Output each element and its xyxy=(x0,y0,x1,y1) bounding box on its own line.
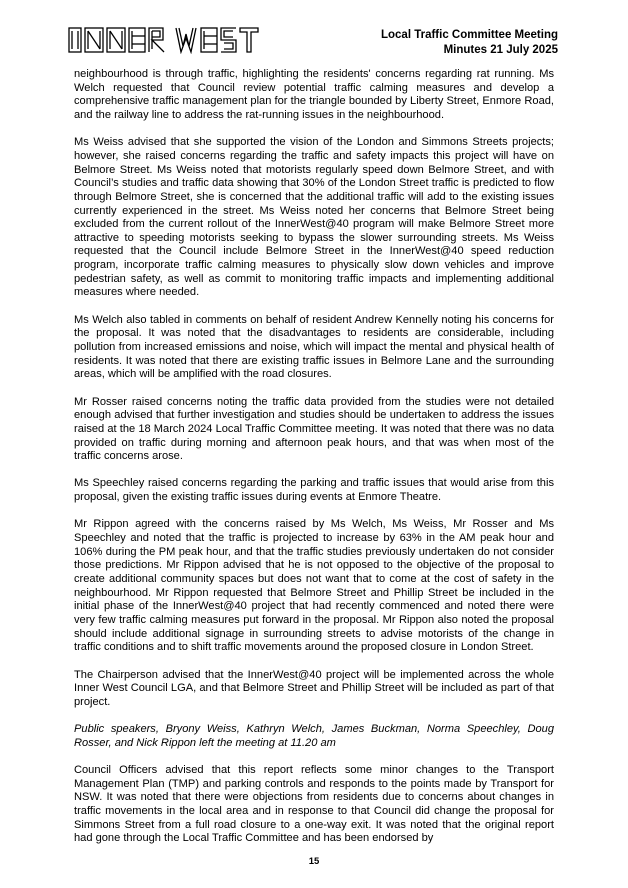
paragraph: The Chairperson advised that the InnerWest@40 project will be implemented across the whole Inner West Council LGA, and that Belmore Street and Phillip Street will be included as part of that project. xyxy=(74,668,554,708)
inner-west-logo xyxy=(68,26,278,54)
paragraph: Mr Rippon agreed with the concerns raised by Ms Welch, Ms Weiss, Mr Rosser and Ms Speechley and noted that the traffic is projected to increase by 63% in the AM peak hour and 106% during the PM peak hour, and that the traffic studies previously undertaken do not consider those predictions. Mr Rippon advised that he is not opposed to the objective of the proposal to create additional community spaces but does not want that to come at the cost of safety in the neighbourhood. Mr Rippon requested that Belmore Street and Phillip Street be included in the initial phase of the InnerWest@40 project that had recently commenced and noted there were very few traffic calming measures put forward in the proposal. Mr Rippon also noted the proposal should include additional signage in surrounding streets to advise motorists of the change in traffic conditions and to shift traffic movements around the proposed closure in London Street. xyxy=(74,518,554,654)
paragraph: Council Officers advised that this report reflects some minor changes to the Transport Management Plan (TMP) and parking controls and responds to the points made by Transport for NSW. It was noted that there were objections from residents due to concerns about changes in traffic movements in the local area and in response to that Council did change the proposal for Simmons Street from a full road closure to a one-way exit. It was noted that the original report had gone through the Local Traffic Committee and has been endorsed by xyxy=(74,763,554,845)
meeting-date: Minutes 21 July 2025 xyxy=(443,44,558,56)
paragraph: Ms Speechley raised concerns regarding the parking and traffic issues that would arise from this proposal, given the existing traffic issues during events at Enmore Theatre. xyxy=(74,477,554,504)
minutes-body xyxy=(74,68,554,860)
paragraph: Ms Weiss advised that she supported the vision of the London and Simmons Streets projects; however, she raised concerns regarding the traffic and safety impacts this project will have on Belmore Street. Ms Weiss noted that motorists regularly speed down Belmore Street, and with Council’s studies and traffic data showing that 30% of the London Street traffic is predicted to flow through Belmore Street, she is concerned that the additional traffic will add to the existing issues currently experienced in the street. Ms Weiss noted her concerns that Belmore Street being excluded from the current rollout of the InnerWest@40 program will make Belmore Street more attractive to speeding motorists seeking to bypass the slower surrounding streets. Ms Weiss requested that the Council include Belmore Street in the InnerWest@40 speed reduction program, incorporate traffic calming measures to physically slow down vehicles and improve pedestrian safety, as well as commit to monitoring traffic impacts and implementing additional measures where needed. xyxy=(74,136,554,299)
inner-west-logo-graphic xyxy=(68,26,278,54)
paragraph: neighbourhood is through traffic, highlighting the residents' concerns regarding rat running. Ms Welch requested that Council review potential traffic calming measures and develop a comprehensive traffic management plan for the triangle bounded by Liberty Street, Enmore Road, and the railway line to address the rat-running issues in the neighbourhood. xyxy=(74,68,554,121)
page-number: 15 xyxy=(308,856,320,867)
meeting-title: Local Traffic Committee Meeting xyxy=(380,29,558,41)
paragraph: Mr Rosser raised concerns noting the traffic data provided from the studies were not detailed enough advised that further investigation and studies should be undertaken to address the issues raised at the 18 March 2024 Local Traffic Committee meeting. It was noted that there was no data provided on traffic during morning and afternoon peak hours, and that was when most of the traffic concerns arose. xyxy=(74,395,554,463)
page-header xyxy=(68,24,558,60)
paragraph: Ms Welch also tabled in comments on behalf of resident Andrew Kennelly noting his concerns for the proposal. It was noted that the disadvantages to residents are considerable, including pollution from increased emissions and noise, which will impact the mental and physical health of residents. It was noted that there are existing traffic issues in Belmore Lane and the surrounding areas, which will be amplified with the road closures. xyxy=(74,313,554,381)
meeting-info xyxy=(381,28,558,58)
paragraph-speakers-left: Public speakers, Bryony Weiss, Kathryn Welch, James Buckman, Norma Speechley, Doug Rosser, and Nick Rippon left the meeting at 11.20 am xyxy=(74,723,554,749)
